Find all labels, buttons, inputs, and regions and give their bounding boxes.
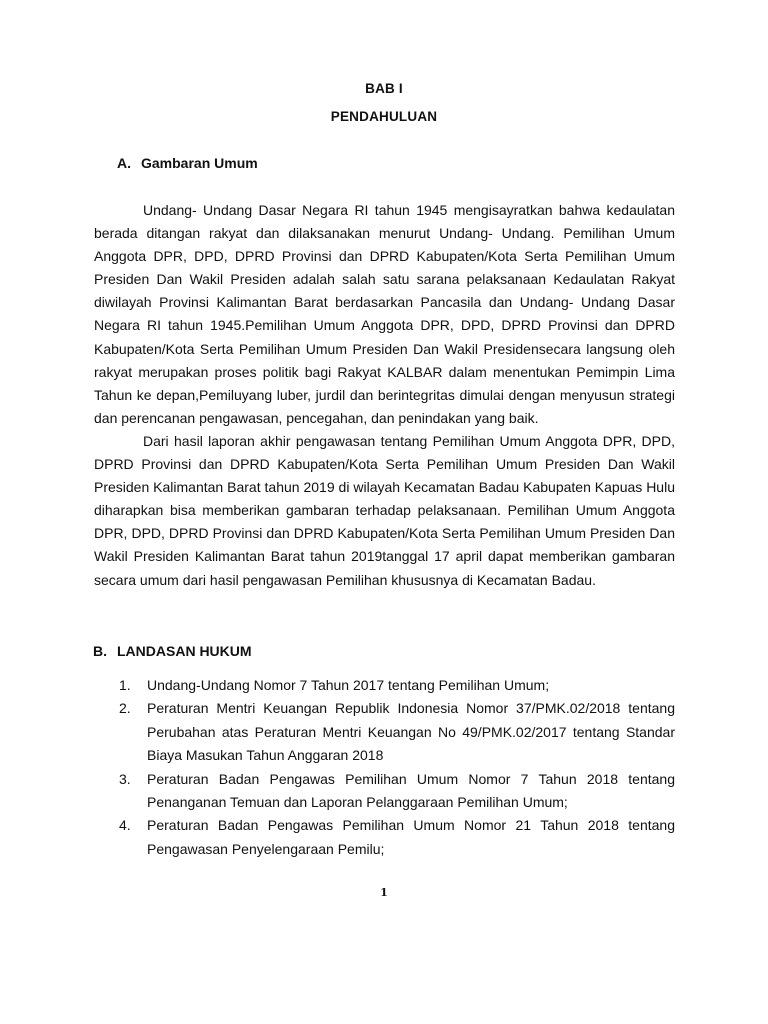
list-item-number: 2. — [119, 700, 131, 717]
chapter-number: BAB I — [365, 81, 403, 96]
paragraph-1: Undang- Undang Dasar Negara RI tahun 1945 mengisayratkan bahwa kedaulatan berada ditangan rakyat dan dilaksanakan menurut Undang- Undang. Pemilihan Umum Anggota DPR, DPD, DPRD Provinsi dan DPRD Kabupaten/Kota Serta Pemilihan Umum Presiden Dan Wakil Presiden adalah salah satu sarana pelaksanaan Kedaulatan Rakyat diwilayah Provinsi Kalimantan Barat berdasarkan Pancasila dan Undang- Undang Dasar Negara RI tahun 1945.Pemilihan Umum Anggota DPR, DPD, DPRD Provinsi dan DPRD Kabupaten/Kota Serta Pemilihan Umum Presiden Dan Wakil Presidensecara langsung oleh rakyat merupakan proses politik bagi Rakyat KALBAR dalam menentukan Pemimpin Lima Tahun ke depan,Pemiluyang luber, jurdil dan berintegritas dimulai dengan menyusun strategi dan perencanan pengawasan, pencegahan, dan penindakan yang baik. — [94, 202, 675, 426]
list-item — [94, 768, 675, 815]
section-a-marker: A. — [117, 155, 131, 171]
paragraph-2: Dari hasil laporan akhir pengawasan tentang Pemilihan Umum Anggota DPR, DPD, DPRD Provinsi dan DPRD Kabupaten/Kota Serta Pemilihan Umum Presiden Dan Wakil Presiden Kalimantan Barat tahun 2019 di wilayah Kecamatan Badau Kabupaten Kapuas Hulu diharapkan bisa memberikan gambaran terhadap pelaksanaan. Pemilihan Umum Anggota DPR, DPD, DPRD Provinsi dan DPRD Kabupaten/Kota Serta Pemilihan Umum Presiden Dan Wakil Presiden Kalimantan Barat tahun 2019tanggal 17 april dapat memberikan gambaran secara umum dari hasil pengawasan Pemilihan khususnya di Kecamatan Badau. — [94, 433, 675, 588]
list-item-text: Peraturan Mentri Keuangan Republik Indonesia Nomor 37/PMK.02/2018 tentang Perubahan atas Peraturan Mentri Keuangan No 49/PMK.02/2017 tentang Standar Biaya Masukan Tahun Anggaran 2018 — [147, 700, 675, 764]
list-item-number: 3. — [119, 770, 131, 787]
list-item — [94, 674, 675, 697]
list-item-text: Peraturan Badan Pengawas Pemilihan Umum Nomor 21 Tahun 2018 tentang Pengawasan Penyelengaraan Pemilu; — [147, 817, 675, 857]
section-b-marker: B. — [93, 643, 107, 659]
list-item — [94, 814, 675, 861]
page-number: 1 — [380, 886, 388, 899]
chapter-title: PENDAHULUAN — [330, 109, 438, 124]
section-b-title: LANDASAN HUKUM — [117, 643, 252, 659]
section-a-title: Gambaran Umum — [141, 155, 258, 171]
list-item-number: 1. — [119, 677, 131, 693]
section-a-heading — [117, 155, 258, 171]
section-b-heading — [93, 643, 252, 659]
list-item-text: Peraturan Badan Pengawas Pemilihan Umum Nomor 7 Tahun 2018 tentang Penanganan Temuan dan Laporan Pelanggaraan Pemilihan Umum; — [147, 770, 675, 811]
list-item — [94, 697, 675, 767]
legal-basis-list — [94, 674, 675, 861]
list-item-text: Undang-Undang Nomor 7 Tahun 2017 tentang Pemilihan Umum; — [147, 677, 550, 693]
list-item-number: 4. — [119, 817, 131, 834]
